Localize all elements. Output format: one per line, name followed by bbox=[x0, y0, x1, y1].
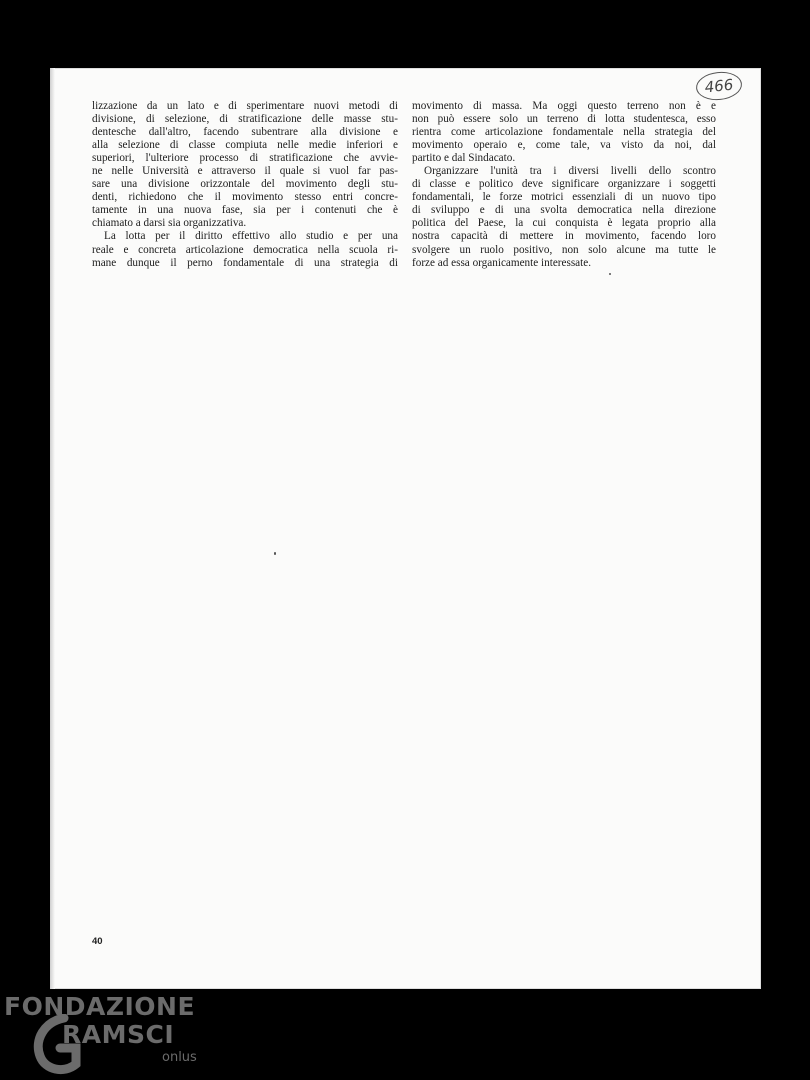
text-line: dentesche dall'altro, facendo subentrare alla divisione e bbox=[92, 126, 398, 139]
left-paragraph-1 bbox=[92, 100, 398, 230]
text-line: reale e concreta articolazione democratica nella scuola ri- bbox=[92, 243, 398, 256]
text-line: alla selezione di classe compiuta nelle medie inferiori e bbox=[92, 139, 398, 152]
text-line: partito e dal Sindacato. bbox=[412, 152, 516, 165]
archive-number-stamp: 466 bbox=[695, 70, 744, 103]
text-line: forze ad essa organicamente interessate. bbox=[412, 256, 592, 269]
page-number: 40 bbox=[92, 936, 103, 947]
logo-line-gramsci: RAMSCI bbox=[62, 1020, 175, 1049]
right-column bbox=[412, 100, 716, 270]
text-line: fondamentali, le forze motrici essenziali di un nuovo tipo bbox=[412, 191, 716, 204]
scan-speck bbox=[274, 552, 276, 555]
logo-line-onlus: onlus bbox=[162, 1050, 197, 1065]
text-line: rientra come articolazione fondamentale nella strategia del bbox=[412, 126, 716, 139]
text-line: chiamato a darsi sia organizzativa. bbox=[92, 217, 247, 230]
text-line: mane dunque il perno fondamentale di una strategia di bbox=[92, 256, 398, 269]
scanned-page bbox=[50, 68, 761, 989]
right-paragraph-2 bbox=[412, 165, 716, 269]
scan-speck bbox=[609, 273, 611, 275]
text-line: movimento di massa. Ma oggi questo terreno non è e bbox=[412, 100, 716, 112]
text-line: movimento operaio e, come tale, va visto da noi, dal bbox=[412, 139, 716, 152]
text-line: di classe e politico deve significare organizzare i soggetti bbox=[412, 178, 716, 191]
page-edge-shadow bbox=[50, 68, 55, 989]
text-line: di sviluppo e di una svolta democratica nella direzione bbox=[412, 204, 716, 217]
fondazione-gramsci-logo bbox=[2, 992, 202, 1077]
text-line: nostra capacità di mettere in movimento, facendo loro bbox=[412, 230, 716, 243]
right-paragraph-1 bbox=[412, 100, 716, 165]
text-line: denti, richiedono che il movimento stesso entri concre- bbox=[92, 191, 398, 204]
text-line: tamente in una nuova fase, sia per i contenuti che è bbox=[92, 204, 398, 217]
text-line: svolgere un ruolo positivo, non solo alcune ma tutte le bbox=[412, 243, 716, 256]
text-line: sare una divisione orizzontale del movimento degli stu- bbox=[92, 178, 398, 191]
text-line: politica del Paese, la cui conquista è legata proprio alla bbox=[412, 217, 716, 230]
text-line: La lotta per il diritto effettivo allo studio e per una bbox=[104, 230, 398, 243]
left-paragraph-2 bbox=[92, 230, 398, 269]
text-line: ne nelle Università e attraverso il quale si vuol far pas- bbox=[92, 165, 398, 178]
text-line: lizzazione da un lato e di sperimentare nuovi metodi di bbox=[92, 100, 398, 112]
text-line: divisione, di selezione, di stratificazione delle masse stu- bbox=[92, 113, 398, 126]
text-line: Organizzare l'unità tra i diversi livelli dello scontro bbox=[424, 165, 716, 178]
text-line: non può essere solo un terreno di lotta studentesca, esso bbox=[412, 113, 716, 126]
text-line: superiori, l'ulteriore processo di stratificazione che avvie- bbox=[92, 152, 398, 165]
logo-line-fondazione: FONDAZIONE bbox=[4, 992, 196, 1021]
left-column bbox=[92, 100, 398, 270]
